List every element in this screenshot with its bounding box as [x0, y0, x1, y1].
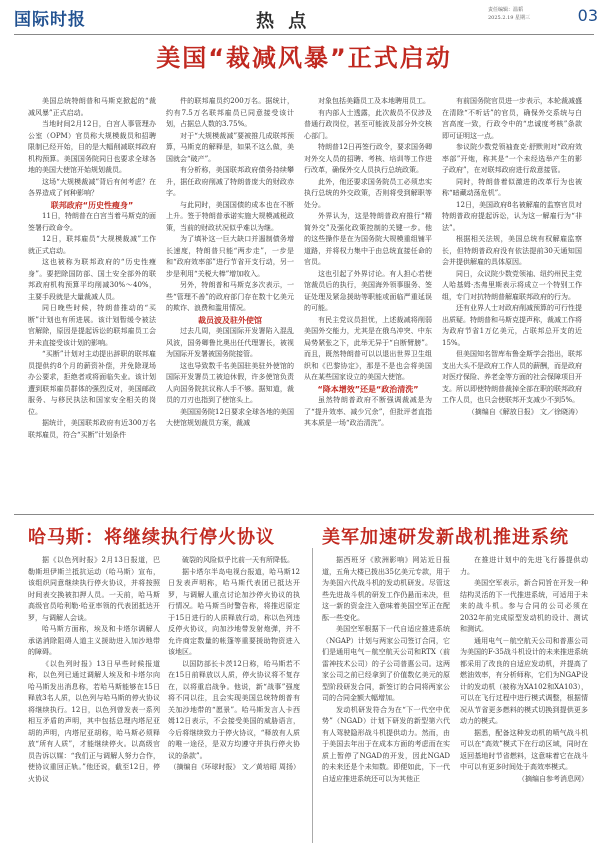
paragraph: 11日，特朗普在白宫当着马斯克的面签署行政命令。	[28, 212, 156, 232]
paragraph: 这也引起了外界讨论。有人担心若使馆裁员后的执行，美国海外领事服务、签证处理及紧急援助等职能或面临严重延误的可能。	[304, 269, 432, 312]
paragraph: 与此同时，美国国债的成本也在不断上升。签于特朗普承诺实施大规模减税政策，当前的财政状况似乎难以为继。	[166, 200, 294, 232]
subheading: 裁员波及驻外使馆	[198, 315, 262, 325]
paragraph: 以国防部长卡茨12日称，哈马斯若不在15日前释放以人质，停火协议将不复存在，以将重启战争。他说，新“战事”强度将不同以往，且会实现美国总统特朗普有关加沙地带的“愿景”。哈马斯发言人卡西姆12日表示，不会接受美国的威胁语言，今后将继续致力于停火协议，“释放有人质的唯一途径，是双方均遵守并执行停火协议的条款”。	[168, 659, 300, 760]
paragraph: “买断”计划对主动提出辞职的联邦雇员提供约8个月的薪资补偿，并免除现场办公要求，拒绝者或将面临失业。该计划遭到联邦雇员群体的强烈反对，美国邮政服务、与移民执法和国家安全相关的岗位。	[28, 350, 156, 416]
paragraph: 参议院少数党领袖查克·舒默则对“政府效率部”开炮，称其是“一个未经选举产生的影子政府”，在对联邦政府进行敌意接管。	[442, 143, 582, 174]
paragraph: 通用电气－航空航天公司和普惠公司为美国的F-35战斗机设计的未来推进系统都采用了改良的自适应发动机，并提高了燃油效率，有分析师称，它们为NGAP设计的发动机（被称为XA102和XA103），可以在飞行过程中进行模式调整，根据情况从节省更多燃料的模式切换到提供更多动力的模式。	[460, 636, 588, 725]
paragraph: 据悉，配备这种发动机的喷气战斗机可以在“高效”模式下在行动区域，同时在返回基地时节省燃料，这意味着它在战斗中可以有更多时间处于高效率模式。	[460, 728, 588, 771]
paragraph: 在推进计划中的先进飞行器提供动力。	[460, 556, 588, 576]
hamas-col-1	[28, 555, 160, 845]
main-col-2	[166, 96, 294, 510]
paragraph: 此外，他还要求国务院员工必须忠实执行总统的外交政策，否则将受到解职等处分。	[304, 177, 432, 209]
main-col-1	[28, 96, 156, 510]
page-header	[0, 0, 608, 36]
paragraph: 破裂的风险似乎比前一天有所降低。	[182, 556, 294, 564]
paragraph: 同日，众议院少数党领袖、纽约州民主党人哈基姆·杰弗里斯表示将成立一个特别工作组，专门对抗特朗普解雇联邦政府的行为。	[442, 269, 582, 301]
editor-line: 责任编辑：温韬	[488, 7, 524, 13]
paragraph: 《以色列时报》13日早些时候报道称，以色列已通过调解人埃及和卡塔尔向哈马斯发出消息称，若哈马斯能够在15日释放3名人质，以色列与哈马斯的停火协议将继续执行。12日，以色列曾发表一系列相互矛盾的声明，其中包括总理内塔尼亚胡的声明，内塔尼亚胡称，哈马斯必须释放“所有人质”，才能继续停火。以高级官员告诉以媒：“我们正与调解人努力合作，使协议重回正轨。”他还说，截至12日，停火协议	[28, 659, 160, 783]
article-headline-hamas: 哈马斯：将继续执行停火协议	[28, 527, 275, 548]
subheading: 联邦政府“历史性瘦身”	[50, 200, 134, 210]
paragraph: 12日，联邦雇员“大规模裁减”工作就正式启动。	[28, 235, 156, 255]
paragraph: 据《以色列时报》2月13日报道，巴勒斯坦伊斯兰抵抗运动（哈马斯）宣布，该组织同意继续执行停火协议，并将按照时间表交换被扣押人员。一天前，哈马斯高级官员哈利勒·哈亚率领的代表团抵达开罗，与调解人会谈。	[28, 556, 160, 622]
paragraph: 还有业界人士对政府削减预算的可行性提出质疑。特朗普和马斯克提声称，裁减工作将为政府节省1万亿美元，占联邦总开支的近15%。	[442, 304, 582, 347]
paragraph: 美国国务院12日要求全球各地的美国大使馆规划裁员方案，裁减	[166, 407, 294, 427]
paragraph: 当地时间2月12日，白宫人事管理办公室（OPM）官员称大规模裁员和招聘限制已经开始，目的是大幅削减联邦政府机构预算。美国国务院同日也要求全球各地的美国大使馆开始规划裁员。	[28, 120, 156, 174]
newspaper-logo: 国际时报	[14, 10, 86, 30]
paragraph: 同时，特朗普着似激进的改革行为也被称“暗藏动荡危机”。	[442, 177, 582, 197]
paragraph: 美国空军表示，新合同旨在开发一种结构灵活的下一代推进系统，可适用于未来的战斗机。参与合同的公司必须在2032年前完成原型发动机的设计、测试和测试。	[460, 579, 588, 633]
main-headline: 美国“裁减风暴”正式启动	[156, 44, 452, 72]
fighter-col-2	[460, 555, 588, 845]
paragraph: 这场“大规模裁减”背后有何考虑？在各界造成了何种影响？	[28, 177, 156, 197]
subheading: “降本增效”还是“政治清洗”	[317, 384, 419, 394]
paragraph: 为了填补这一巨大缺口并遏制债务增长速度，特朗普只能“两步走”，一步是和“政府效率部”进行节省开支行动，另一步是利用“关税大棒”增加收入。	[166, 235, 294, 278]
main-col-3	[304, 96, 432, 510]
paragraph: 据统计，美国联邦政府有近300万名联邦雇员，符合“买断”计划条件	[28, 419, 156, 439]
source-credit: （摘编自《环球时报》 文／黄培昭 周扬）	[169, 763, 300, 771]
column-divider	[312, 548, 313, 843]
paragraph: 另外，特朗普和马斯克多次表示，一些“管理不善”的政府部门存在数十亿美元的欺诈、浪费和滥用情况。	[166, 281, 294, 312]
hamas-col-2	[168, 555, 300, 845]
article-headline-fighter: 美军加速研发新战机推进系统	[322, 527, 569, 548]
paragraph: 件的联邦雇员约200万名。据统计，约有7.5万名联邦雇员已同意接受该计划，占据总人数的3.75%。	[166, 97, 294, 128]
main-col-4	[442, 96, 582, 510]
page-number: 03	[577, 6, 598, 25]
paragraph: 特朗普12日再签行政令，要求国务卿对外交人员的招聘、考核、培训等工作进行改革，确保外交人员执行总统政策。	[304, 143, 432, 174]
paragraph: 有前国务院官员进一步表示，本轮裁减盛在清除“不听话”的官员，确保外交系统与白宫高度一致，行政令中的“忠诚度考核”条款即可证明这一点。	[442, 97, 582, 140]
paragraph: 发动机研发符合为在“下一代空中优势”（NGAD）计划下研发的新型第六代有人驾驶隐形战斗机提供动力。然而，由于美国去年出于在成本方面的考虑而在实质上暂停了NGAD的开发，因此NGAD的未来还是个未知数。即便如此，下一代自适应推进系统还可以为其他正	[322, 705, 450, 783]
paragraph: 据西班牙《欧洲影响》网站近日报道，五角大楼已拨出35亿美元专款，用于为美国六代战斗机的发动机研发。尽管这些先进战斗机的研发工作仍悬而未决，但这一新的资金注入意味着美国空军正在配酝一些变化。	[322, 556, 450, 622]
fighter-col-1	[322, 555, 450, 845]
paragraph: 有民主党议员担忧，上述裁减将削弱美国外交能力，尤其是在俄乌冲突、中东局势紧张之下，此举无异于“自断臂膀”。而且，既然特朗普可以以退出世界卫生组织和《巴黎协定》，那是不是也会将美国从在某些国家设立的美国大使馆。	[304, 315, 432, 381]
paragraph: 12日，美国政府8名被解雇的监察官员对特朗普政府提起诉讼，认为这一解雇行为“非法”。	[442, 200, 582, 232]
paragraph: 有内部人士透露，此次裁员不仅涉及普通行政岗位，甚至可能波及部分外交核心部门。	[304, 108, 432, 140]
paragraph: 对象包括美籍员工及本地聘用员工。	[318, 97, 430, 105]
paragraph: 据卡塔尔半岛电视台报道，哈马斯12日发表声明称，哈马斯代表团已抵达开罗，与调解人重点讨论加沙停火协议的执行情况。哈马斯当时警告称，将推迟原定于15日进行的人质释放行动，称以色列违反停火协议，向加沙地带发射炮弹，并不允许商定数量的帐篷等重要援助物资进入该地区。	[168, 567, 300, 656]
section-rule	[14, 514, 594, 515]
paragraph: 有分析称，美国联邦政府债务持续攀升，据任政府削减了特朗普庞大的财政赤字。	[166, 166, 294, 197]
date-line: 2025.2.19 星期三	[488, 15, 531, 21]
paragraph: 同日晚些时候，特朗普推动的“买断”计划也有所进展。该计划暂缓令被法官解除，原因是提起诉讼的联邦雇员工会并未直接受该计划的影响。	[28, 304, 156, 347]
paragraph: 外界认为，这是特朗普政府推行“精简外交”及强化政策控制的关键一步。他的这些操作是在为国务院大规模重组铺平道路，并将权力集中于由总统直接任命的官员。	[304, 212, 432, 266]
paragraph: 美国总统特朗普和马斯克掀起的“裁减风暴”正式启动。	[28, 97, 156, 117]
paragraph: 哈马斯方面称，埃及和卡塔尔调解人承诺消除阻碍人道主义援助进入加沙地带的障碍。	[28, 625, 160, 656]
paragraph: 但美国知名智库布鲁金斯学会指出，联邦支出大头不是政府工作人员的薪酬，而是政府对医疗保险、养老金等方面的社会保障项目开支。所以即使特朗普裁掉全部在职的联邦政府工作人员，也只会使联邦开支减少不到5%。	[442, 350, 582, 404]
paragraph: 美国空军根据下一代自适应推进系统（NGAP）计划与两家公司签订合同，它们是通用电气－航空航天公司和RTX（前雷神技术公司）的子公司普惠公司。这两家公司之前已经拿到了价值数亿美元的原型阶段研发合同，新签订的合同将两家公司的合同金额大幅增加。	[322, 625, 450, 702]
source-credit: （摘编自参考消息网）	[518, 774, 588, 783]
paragraph: 根据相关法规，美国总统有权解雇监察长，但特朗普政府没有依法提前30天通知国会并提供解雇的具体原因。	[442, 235, 582, 266]
paragraph: 对于“大规模裁减”要被推几成联邦预算，马斯克的解释是，如果不这么做，美国就会“破产”。	[166, 131, 294, 163]
header-rule	[14, 34, 594, 35]
section-title: 热 点	[256, 11, 311, 32]
paragraph: 虽然特朗普政府不断强调裁减是为了“提升效率、减少冗余”，但批评者直指其本质是一场“政治清洗”。	[304, 396, 432, 427]
paragraph: 这也导致数千名美国驻美驻外使馆的国际开发署员工被迫休假，许多使馆负责人向国务院抗议称人手不够。据知道，裁员的刀刃也指到了使馆头上。	[166, 361, 294, 404]
paragraph: 过去几周，美国国际开发署陷入混乱风波，国务卿鲁比奥出任代理署长，被视为国际开发署被国务院接管。	[166, 327, 294, 358]
source-credit: （摘编自《解放日报》 文／徐晓涛）	[467, 407, 582, 416]
issue-meta	[488, 6, 568, 22]
paragraph: 这也被称为联邦政府的“历史性瘦身”。要把除国防部、国土安全部外的联邦政府机构预算平均削减30%～40%，主要手段就是大量裁减人员。	[28, 258, 156, 301]
